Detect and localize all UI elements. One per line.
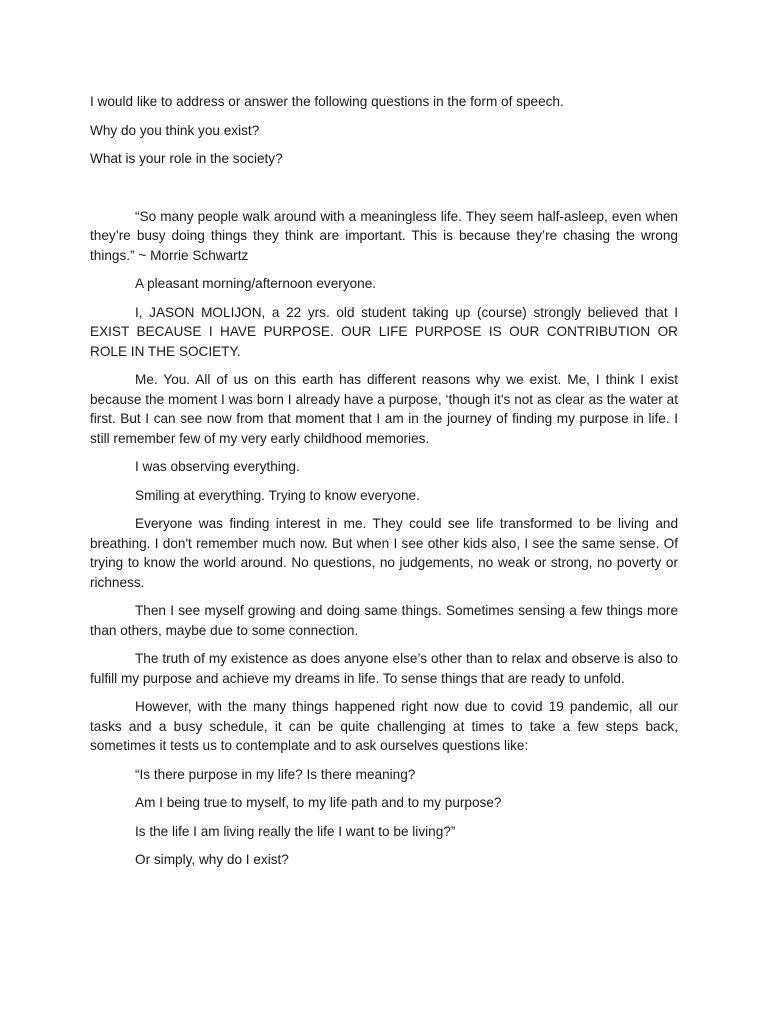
greeting-paragraph: A pleasant morning/afternoon everyone. [135, 276, 377, 291]
body-paragraph: Me. You. All of us on this earth has different reasons why we exist. Me, I think I exist because the moment I was born I already have a purpose, ‘though it’s not as clear as the water at first. But I can see now from that moment that I am in the journey of finding my purpose in life. I still remember few of my very early childhood memories. [90, 372, 678, 446]
body-paragraph: Everyone was finding interest in me. They could see life transformed to be living and breathing. I don't remember much now. But when I see other kids also, I see the same sense. Of trying to know the world around. No questions, no judgements, no weak or strong, no poverty or richness. [90, 516, 678, 590]
body-paragraph: The truth of my existence as does anyone else’s other than to relax and observe is also to fulfill my purpose and achieve my dreams in life. To sense things that are ready to unfold. [90, 651, 678, 686]
body-paragraph: Smiling at everything. Trying to know everyone. [135, 487, 420, 503]
question-line: What is your role in the society? [90, 151, 283, 166]
body-paragraph: Then I see myself growing and doing same things. Sometimes sensing a few things more than others, maybe due to some connection. [90, 603, 678, 638]
question-paragraph: “Is there purpose in my life? Is there meaning? [135, 766, 416, 782]
question-paragraph: Or simply, why do I exist? [135, 852, 289, 867]
body-paragraph: I was observing everything. [135, 459, 300, 474]
question-paragraph: Am I being true to myself, to my life path and to my purpose? [135, 795, 502, 810]
speech-body [90, 207, 678, 870]
intro-questions [90, 92, 678, 169]
question-line: Why do you think you exist? [90, 122, 260, 138]
document-body [90, 92, 678, 870]
question-paragraph: Is the life I am living really the life I want to be living?” [135, 823, 456, 839]
thesis-paragraph: I, JASON MOLIJON, a 22 yrs. old student taking up (course) strongly believed that I EXIST BECAUSE I HAVE PURPOSE. OUR LIFE PURPOSE IS OUR CONTRIBUTION OR ROLE IN THE SOCIETY. [90, 304, 678, 359]
quote-paragraph: “So many people walk around with a meaningless life. They seem half-asleep, even when they’re busy doing things they think are important. This is because they’re chasing the wrong things.” ~ Morrie Schwartz [90, 208, 678, 263]
body-paragraph: However, with the many things happened right now due to covid 19 pandemic, all our tasks and a busy schedule, it can be quite challenging at times to take a few steps back, sometimes it tests us to contemplate and to ask ourselves questions like: [90, 699, 678, 753]
intro-line: I would like to address or answer the following questions in the form of speech. [90, 94, 564, 109]
